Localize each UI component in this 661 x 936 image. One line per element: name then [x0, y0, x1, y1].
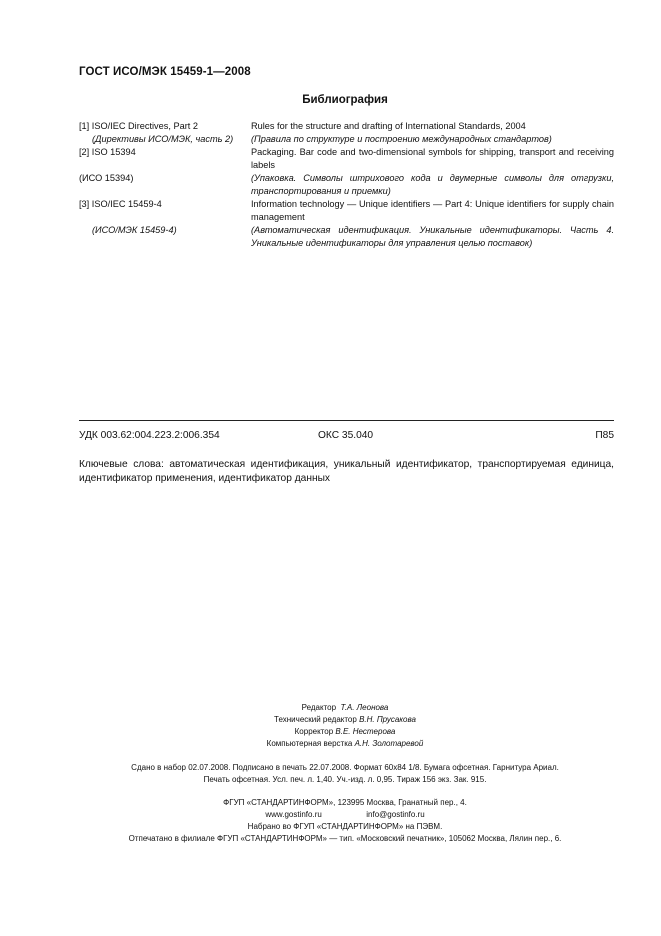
bib-entry-3-title-ru: (Автоматическая идентификация. Уникальные идентификаторы. Часть 4. Уникальные идентификаторы для управления целью поставок)	[251, 225, 614, 248]
bib-entry-2-title-ru: (Упаковка. Символы штрихового кода и двумерные символы для отгрузки, транспортирования и приемки)	[251, 173, 614, 196]
credit-name: В.Н. Прусакова	[359, 715, 416, 724]
print-info-line-1: Сдано в набор 02.07.2008. Подписано в печать 22.07.2008. Формат 60x84 1/8. Бумага офсетная. Гарнитура Ариал.	[131, 763, 559, 772]
credit-name: А.Н. Золотаревой	[354, 739, 424, 748]
bib-entry-1-title-ru: (Правила по структуре и построению международных стандартов)	[251, 134, 552, 144]
bibliography-title: Библиография	[302, 94, 388, 106]
credits-block	[0, 702, 661, 750]
keywords: Ключевые слова: автоматическая идентификация, уникальный идентификатор, транспортируемая единица, идентификатор применения, идентификатор данных	[79, 459, 614, 484]
bib-entry-2-title	[251, 146, 614, 198]
credit-role: Корректор	[294, 727, 334, 736]
bib-entry-3-ref-ru: (ИСО/МЭК 15459-4)	[92, 225, 177, 235]
publisher-typeset-note: Набрано во ФГУП «СТАНДАРТИНФОРМ» на ПЭВМ.	[247, 822, 443, 831]
publisher-block	[0, 797, 661, 845]
document-code: ГОСТ ИСО/МЭК 15459-1—2008	[79, 66, 251, 78]
publisher-printer-note: Отпечатано в филиале ФГУП «СТАНДАРТИНФОРМ» — тип. «Московский печатник», 105062 Москва, Лялин пер., 6.	[128, 834, 562, 843]
bib-entry-2-number: [2]	[79, 147, 90, 157]
print-info-line-2: Печать офсетная. Усл. печ. л. 1,40. Уч.-изд. л. 0,95. Тираж 156 экз. Зак. 915.	[203, 775, 487, 784]
bib-entry-1-title-en: Rules for the structure and drafting of International Standards, 2004	[251, 121, 526, 131]
bib-entry-2-ref	[79, 146, 249, 159]
credit-tech-editor	[0, 714, 661, 726]
bib-entry-1-ref-ru: (Директивы ИСО/МЭК, часть 2)	[92, 134, 234, 144]
divider-line	[79, 420, 614, 421]
credit-layout	[0, 738, 661, 750]
credit-name: В.Е. Нестерова	[335, 727, 396, 736]
classification-code: П85	[595, 430, 614, 441]
bib-entry-1-number: [1]	[79, 121, 90, 131]
bib-entry-3-ref-text: ISO/IEC 15459-4	[91, 199, 162, 209]
bib-entry-1-ref	[79, 120, 249, 133]
print-info-block	[0, 762, 661, 786]
credit-editor	[0, 702, 661, 714]
credit-role: Редактор	[301, 703, 337, 712]
publisher-address: ФГУП «СТАНДАРТИНФОРМ», 123995 Москва, Гранатный пер., 4.	[223, 798, 467, 807]
bib-entry-3-title-en: Information technology — Unique identifiers — Part 4: Unique identifiers for supply chain management	[251, 199, 614, 222]
bib-entry-2-ref-ru: (ИСО 15394)	[79, 173, 134, 183]
credit-role: Технический редактор	[274, 715, 357, 724]
publisher-website: www.gostinfo.ru	[265, 810, 322, 819]
bib-entry-3-number: [3]	[79, 199, 90, 209]
udc-code: УДК 003.62:004.223.2:006.354	[79, 430, 220, 441]
bib-entry-2-title-en: Packaging. Bar code and two-dimensional symbols for shipping, transport and receiving labels	[251, 147, 614, 170]
bib-entry-3-title	[251, 198, 614, 250]
credit-name: Т.А. Леонова	[340, 703, 389, 712]
bib-entry-1-title	[251, 120, 614, 146]
bib-entry-1-ref-text: ISO/IEC Directives, Part 2	[91, 121, 198, 131]
credit-role: Компьютерная верстка	[266, 739, 353, 748]
publisher-contacts	[0, 809, 661, 821]
bib-entry-2-ref-text: ISO 15394	[91, 147, 136, 157]
credit-proofreader	[0, 726, 661, 738]
oks-code: ОКС 35.040	[318, 430, 374, 441]
publisher-email: info@gostinfo.ru	[366, 810, 425, 819]
bib-entry-3-ref	[79, 198, 249, 211]
